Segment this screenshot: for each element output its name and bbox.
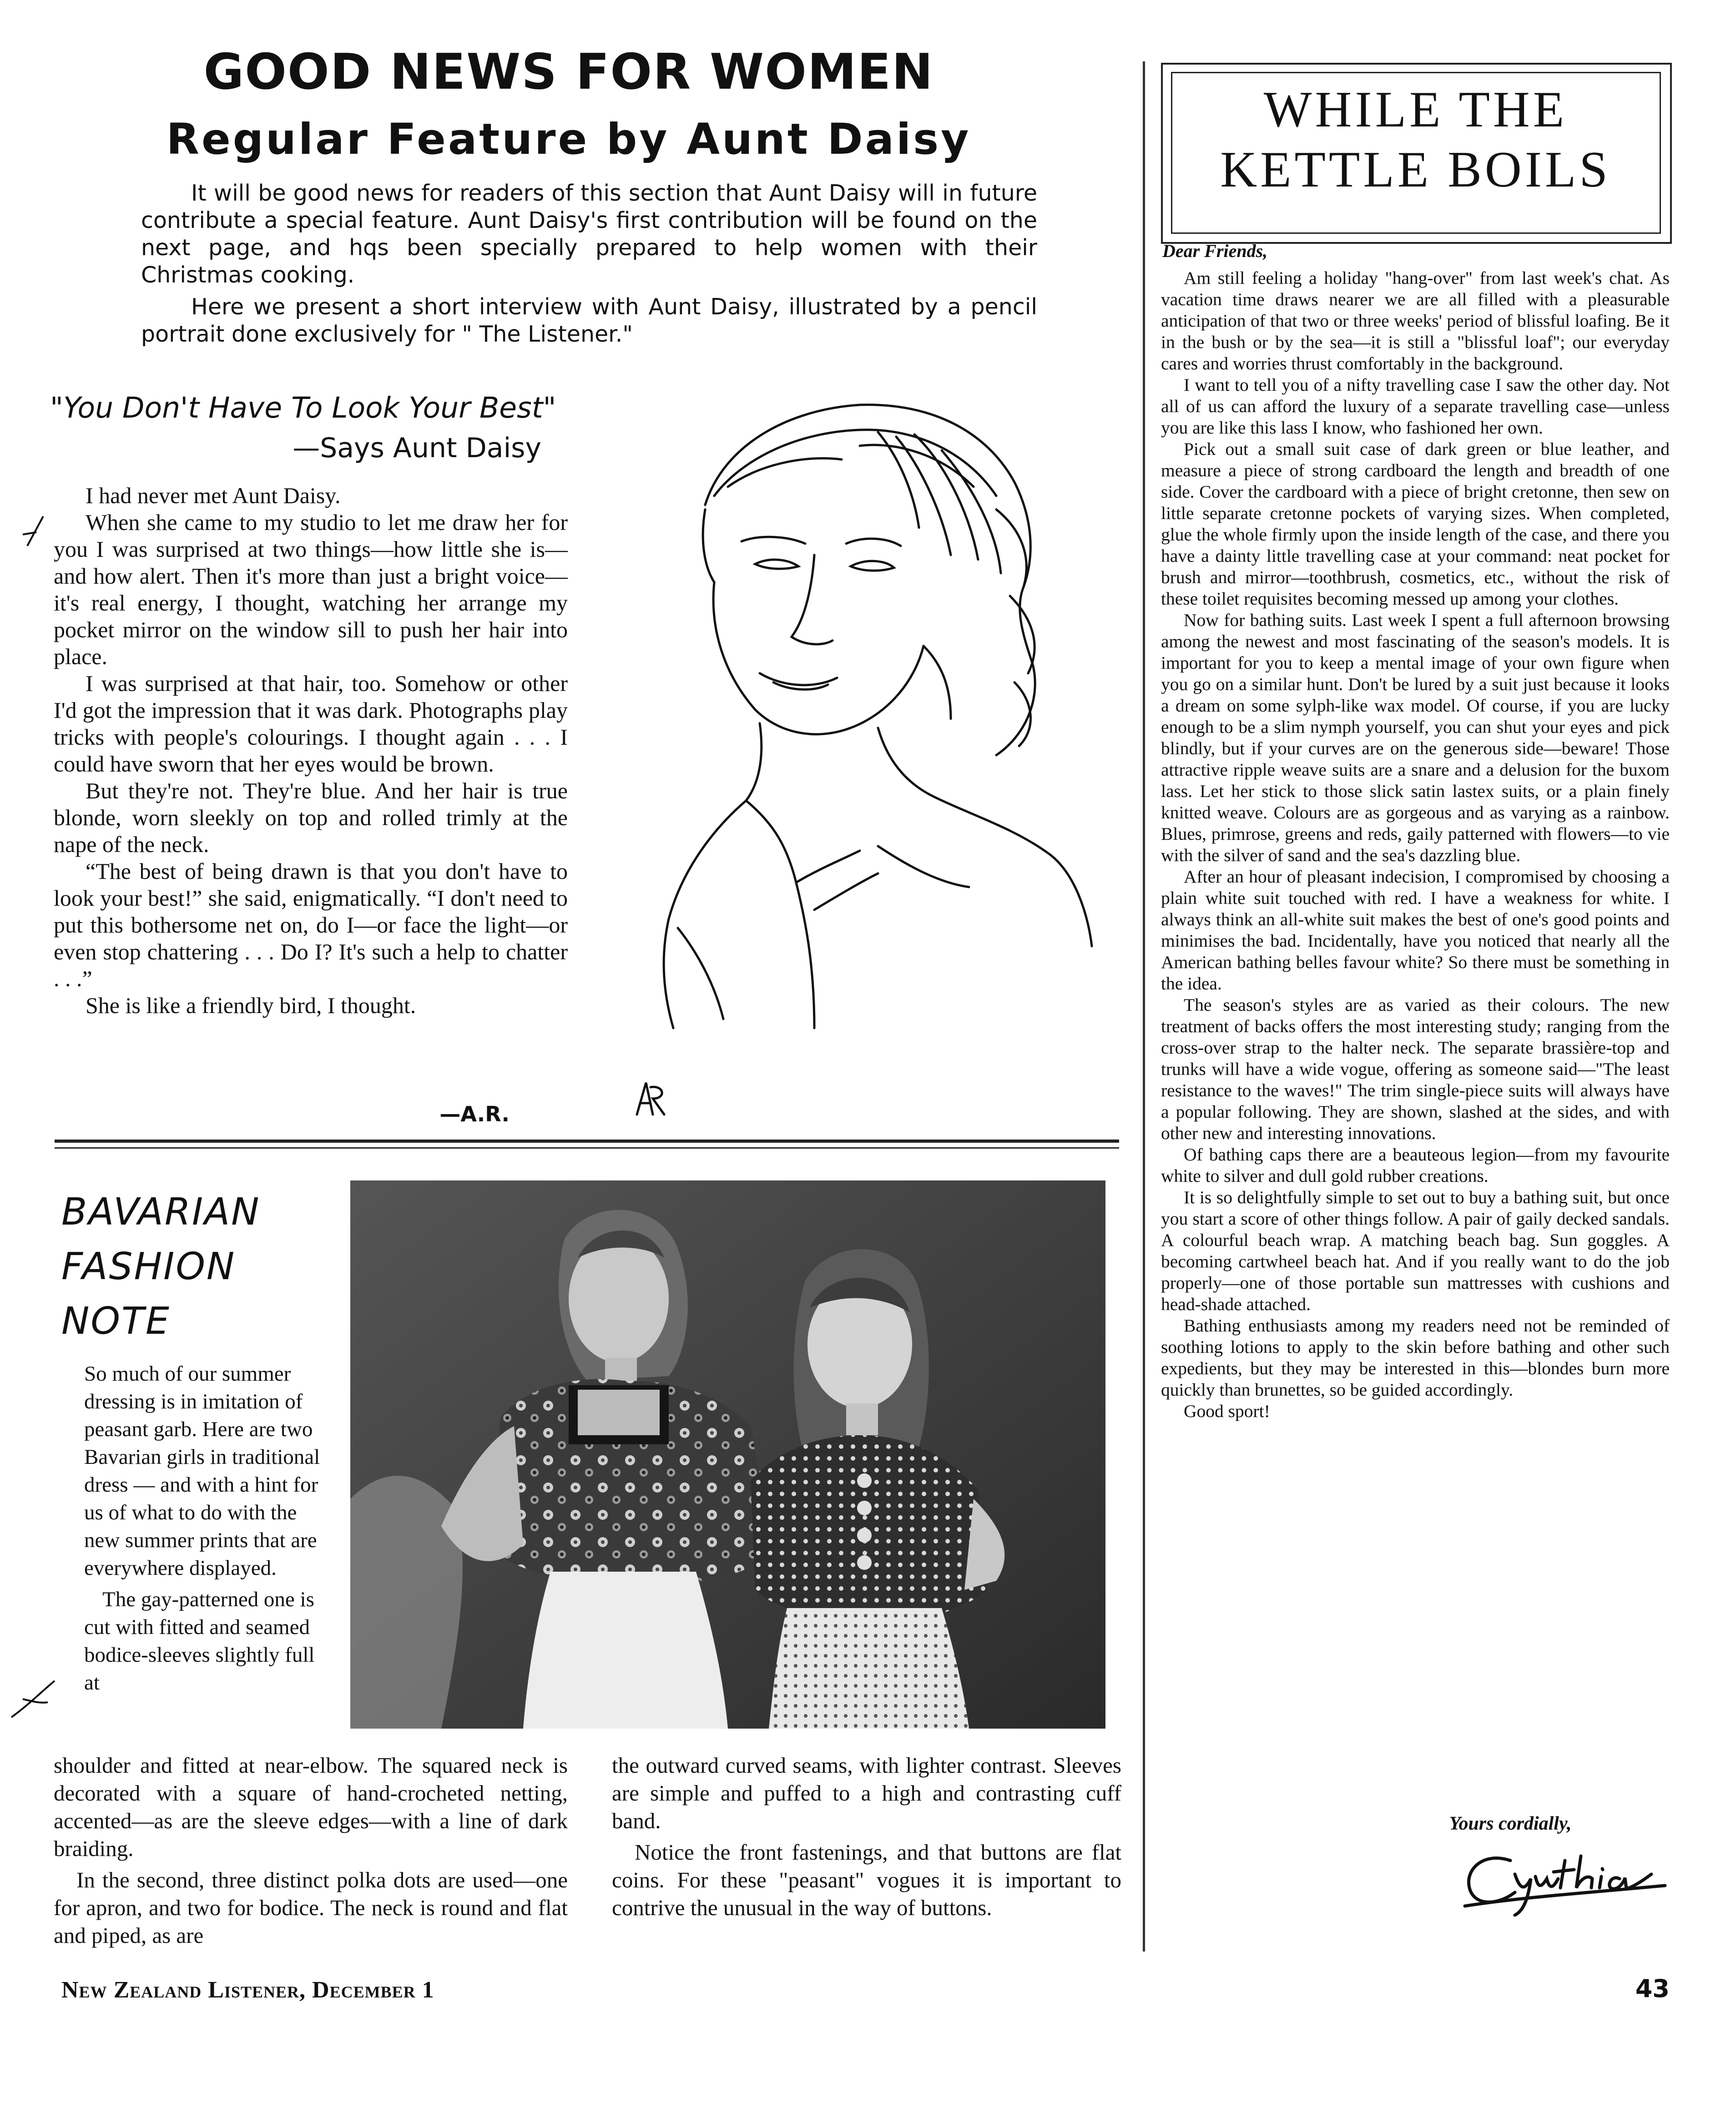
intro-text — [141, 180, 1037, 353]
kettle-title-line: KETTLE BOILS — [1220, 141, 1611, 198]
bavarian-title-line: NOTE — [61, 1300, 171, 1343]
kettle-paragraph: After an hour of pleasant indecision, I compromised by choosing a plain white suit touched with red. I have a weakness for white. I always think an all-white suit makes the best of one's good points and minimises the bad. Incidentally, have you noticed that nearly all the American bathing belles favour white? So there must be something in the idea. — [1161, 867, 1670, 993]
kettle-body — [1161, 267, 1670, 1422]
interview-paragraph: I was surprised at that hair, too. Somehow or other I'd got the impression that it was dark. Photographs play tricks with people's colourings. I thought again . . . I could have sworn that her eyes would be brown. — [54, 671, 568, 777]
interview-paragraph: When she came to my studio to let me draw her for you I was surprised at two things—how little she is—and how alert. Then it's more than just a bright voice—it's real energy, I thought, watching her arrange my pocket mirror on the window sill to push her hair into place. — [54, 509, 568, 669]
margin-mark-icon — [18, 514, 55, 550]
section-rule — [55, 1140, 1119, 1143]
bavarian-title — [61, 1185, 316, 1349]
kettle-title-line: WHILE THE — [1263, 81, 1568, 138]
pencil-portrait-illustration — [623, 391, 1101, 1046]
bavarian-paragraph: So much of our summer dressing is in imitation of peasant garb. Here are two Bavarian girls in traditional dress — and with a hint for us of what to do with the new summer prints that are everywhere displayed. — [84, 1362, 320, 1580]
interview-title: "You Don't Have To Look Your Best" — [50, 391, 556, 424]
interview-byline: —Says Aunt Daisy — [293, 432, 541, 464]
kettle-title — [1171, 80, 1660, 200]
kettle-paragraph: Am still feeling a holiday "hang-over" from last week's chat. As vacation time draws nearer we are all filled with a pleasurable anticipation of that two or three weeks' period of blissful loafing. Be it in the bush or by the sea—it is still a "blissful loaf"; our everyday cares and worries thrust comfortably in the background. — [1161, 268, 1670, 373]
bavarian-narrow-text — [84, 1360, 321, 1697]
column-divider — [1143, 61, 1145, 1952]
kettle-paragraph: Now for bathing suits. Last week I spent a full afternoon browsing among the newest and most fascinating of the season's models. It is important for you to keep a mental image of your own figure when you go on a similar hunt. Don't be lured by a suit just because it looks a dream on some sylph-like wax model. Of course, if you are lucky enough to be a slim nymph yourself, you can shut your eyes and pick blindly, but if your curves are on the generous side—beware! Those attractive ripple weave suits are a snare and a delusion for the buxom lass. Let her stick to those slick satin lastex suits, or a plain finely knitted weave. Colours are as gorgeous and as varying as a rainbow. Blues, primrose, greens and reds, gaily patterned with flowers—to vie with the silver of sand and the sea's dazzling blue. — [1161, 610, 1670, 865]
interview-body — [54, 482, 568, 1019]
intro-paragraph: Here we present a short interview with Aunt Daisy, illustrated by a pencil portrait done exclusively for " The Listener." — [141, 294, 1037, 347]
bavarian-paragraph: Notice the front fastenings, and that buttons are flat coins. For these "peasant" vogues it is important to contrive the unusual in the way of buttons. — [612, 1840, 1121, 1920]
interview-paragraph: She is like a friendly bird, I thought. — [86, 993, 416, 1018]
kettle-paragraph: Good sport! — [1184, 1401, 1270, 1421]
kettle-paragraph: It is so delightfully simple to set out to buy a bathing suit, but once you start a score of other things follow. A pair of gaily decked sandals. A colourful beach wrap. A matching beach bag. Sun goggles. A becoming cartwheel beach hat. And if you really want to do the job properly—one of those portable sun mattresses with cushions and head-shade attached. — [1161, 1187, 1670, 1314]
interview-signoff: —A.R. — [439, 1102, 510, 1126]
kettle-paragraph: Pick out a small suit case of dark green or blue leather, and measure a piece of strong cardboard the length and breadth of one side. Cover the cardboard with a piece of bright cretonne, then sew on little separate cretonne pockets of varying sizes. When completed, glue the whole firmly upon the inside length of the case, and there you have a dainty little travelling case at your command: neat pocket for brush and mirror—toothbrush, cosmetics, etc., without the risk of these toilet requisites becoming messed up among your clothes. — [1161, 439, 1670, 609]
bavarian-continued-text — [54, 1751, 568, 1949]
kettle-paragraph: Bathing enthusiasts among my readers need not be reminded of soothing lotions to apply to the skin before bathing and other such expedients, but they may be interested in this—blondes burn more quickly than brunettes, so be guided accordingly. — [1161, 1316, 1670, 1400]
artist-monogram-icon — [630, 1078, 671, 1119]
kettle-salutation: Dear Friends, — [1162, 241, 1268, 261]
subheadline: Regular Feature by Aunt Daisy — [166, 115, 971, 164]
kettle-paragraph: Of bathing caps there are a beauteous legion—from my favourite white to silver and dull gold rubber creations. — [1161, 1145, 1670, 1186]
kettle-paragraph: The season's styles are as varied as their colours. The new treatment of backs offers the most interesting study; ranging from the cross-over strap to the halter neck. The separate brassière-top and trunks will have a wide vogue, offering as someone said—"The least resistance to the waves!" The trim single-piece suits will always have a popular following. They are shown, slashed at the sides, and with other new and interesting innovations. — [1161, 995, 1670, 1143]
section-rule — [55, 1147, 1119, 1149]
kettle-closing: Yours cordially, — [1449, 1813, 1572, 1834]
intro-paragraph: It will be good news for readers of this section that Aunt Daisy will in future contribute a special feature. Aunt Daisy's first contribution will be found on the next page, and hqs been specially prepared to help women with their Christmas cooking. — [141, 180, 1037, 288]
bavarian-paragraph: shoulder and fitted at near-elbow. The squared neck is decorated with a square of hand-crocheted netting, accented—as are the sleeve edges—with a line of dark braiding. — [54, 1753, 568, 1861]
kettle-paragraph: I want to tell you of a nifty travelling case I saw the other day. Not all of us can afford the luxury of a separate travelling case—unless you are like this lass I know, who fashioned her own. — [1161, 375, 1670, 438]
page-number: 43 — [1635, 1974, 1670, 2003]
bavarian-title-line: BAVARIAN — [61, 1190, 261, 1234]
bavarian-right-text — [612, 1751, 1121, 1921]
interview-paragraph: “The best of being drawn is that you don't have to look your best!” she said, enigmatically. “I don't need to put this bothersome net on, do I—or face the light—or even stop chattering . . . Do I? It's such a help to chatter . . .” — [54, 858, 568, 991]
interview-paragraph: But they're not. They're blue. And her hair is true blonde, worn sleekly on top and rolled trimly at the nape of the neck. — [54, 778, 568, 857]
cynthia-signature — [1456, 1842, 1674, 1920]
footer-publication: New Zealand Listener, December 1 — [61, 1977, 434, 2003]
headline: GOOD NEWS FOR WOMEN — [203, 44, 934, 101]
bavarian-title-line: FASHION — [61, 1245, 236, 1288]
bavarian-paragraph: The gay-patterned one is cut with fitted and seamed bodice-sleeves slightly full at — [84, 1588, 315, 1694]
margin-mark-icon — [9, 1679, 59, 1720]
bavarian-paragraph: the outward curved seams, with lighter contrast. Sleeves are simple and puffed to a high and contrasting cuff band. — [612, 1753, 1121, 1833]
bavarian-girls-photo — [350, 1180, 1105, 1729]
bavarian-paragraph: In the second, three distinct polka dots are used—one for apron, and two for bodice. The neck is round and flat and piped, as are — [54, 1867, 568, 1948]
interview-paragraph: I had never met Aunt Daisy. — [86, 483, 341, 508]
